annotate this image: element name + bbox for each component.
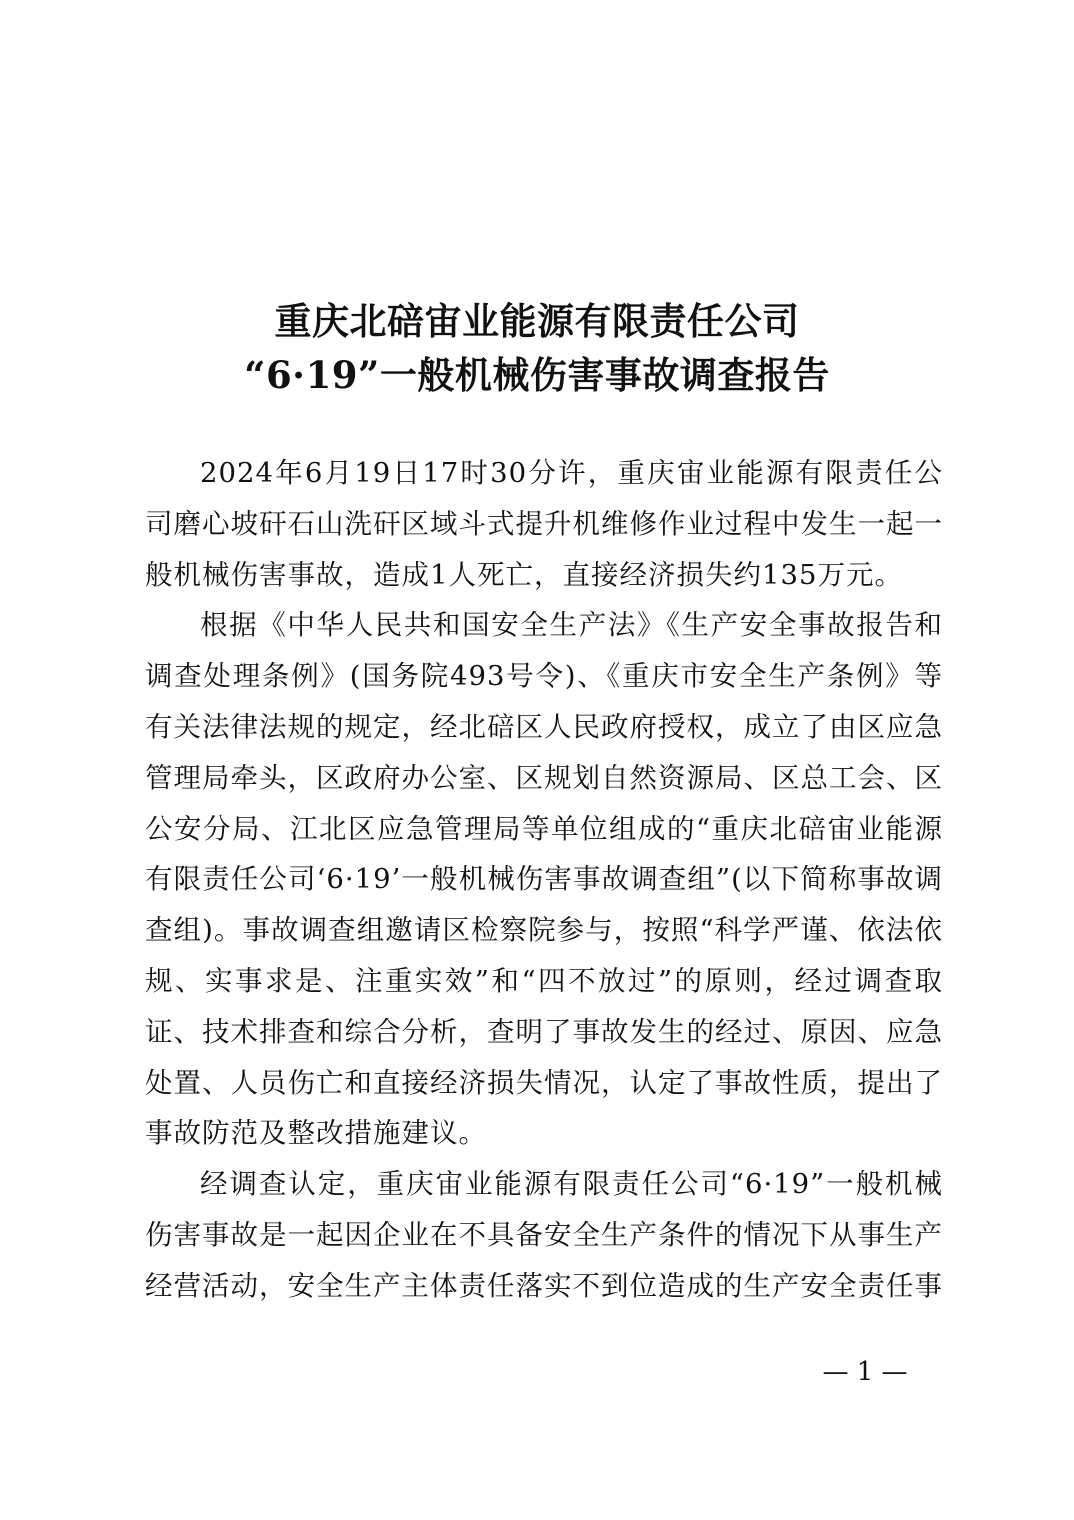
paragraph-incident-summary: 2024年6月19日17时30分许，重庆宙业能源有限责任公司磨心坡矸石山洗矸区域斗式提升机维修作业过程中发生一起一般机械伤害事故，造成1人死亡，直接经济损失约135万元。 (145, 457, 943, 591)
document-title (0, 294, 1074, 402)
title-line-1: 重庆北碚宙业能源有限责任公司 (274, 299, 800, 343)
page-number: — 1 — (822, 1357, 908, 1387)
title-line-2: “6·19”一般机械伤害事故调查报告 (244, 353, 830, 397)
paragraph-investigation-basis: 根据《中华人民共和国安全生产法》《生产安全事故报告和调查处理条例》(国务院493号令)、《重庆市安全生产条例》等有关法律法规的规定，经北碚区人民政府授权，成立了由区应急管理局牵头，区政府办公室、区规划自然资源局、区总工会、区公安分局、江北区应急管理局等单位组成的“重庆北碚宙业能源有限责任公司‘6·19’一般机械伤害事故调查组”(以下简称事故调查组)。事故调查组邀请区检察院参与，按照“科学严谨、依法依规、实事求是、注重实效”和“四不放过”的原则，经过调查取证、技术排查和综合分析，查明了事故发生的经过、原因、应急处置、人员伤亡和直接经济损失情况，认定了事故性质，提出了事故防范及整改措施建议。 (145, 609, 943, 1150)
paragraph-investigation-conclusion: 经调查认定，重庆宙业能源有限责任公司“6·19”一般机械伤害事故是一起因企业在不具备安全生产条件的情况下从事生产经营活动，安全生产主体责任落实不到位造成的生产安全责任事 (145, 1168, 943, 1302)
document-body (145, 448, 943, 1312)
